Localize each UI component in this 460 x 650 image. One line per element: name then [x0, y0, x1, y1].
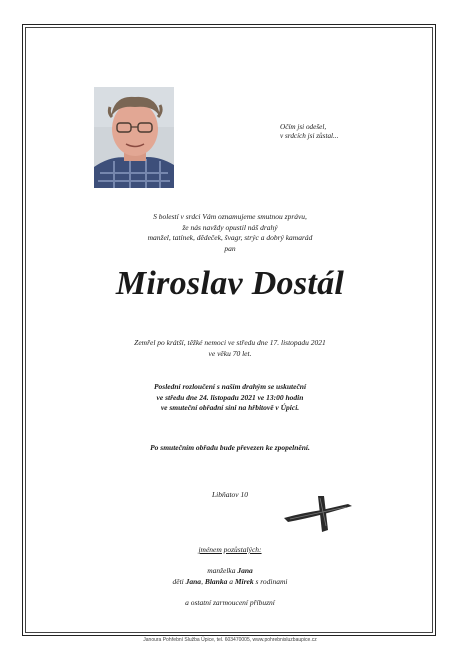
wife-prefix: manželka [207, 566, 238, 575]
family-list [60, 565, 400, 587]
announcement-line-3: manžel, tatínek, dědeček, švagr, strýc a dobrý kamarád [147, 233, 313, 242]
death-line-2: ve věku 70 let. [208, 348, 252, 358]
family-wife-line [60, 565, 400, 576]
cross-icon [282, 492, 354, 534]
announcement-text [60, 212, 400, 254]
child-name: Blanka [204, 577, 228, 586]
wife-name: Jana [237, 566, 253, 575]
child-name: Mirek [234, 577, 254, 586]
announcement-line-4: pan [224, 243, 236, 253]
motto-line-2: v srdcích jsi zůstal... [280, 132, 339, 140]
motto-line-1: Očím jsi odešel, [280, 123, 327, 131]
children-separator: a [227, 577, 235, 586]
address: Libňatov 10 [211, 490, 249, 499]
family-children-line [60, 576, 400, 587]
death-text [60, 338, 400, 359]
announcement-line-1: S bolestí v srdci Vám oznamujeme smutnou zprávu, [153, 212, 307, 221]
farewell-line-2: ve středu dne 24. listopadu 2021 ve 13:00 hodin [156, 392, 304, 402]
children-separator: , [201, 577, 205, 586]
child-name: Jana [185, 577, 202, 586]
portrait-photo [94, 87, 174, 188]
deceased-name: Miroslav Dostál [115, 265, 345, 302]
children-prefix: děti [172, 577, 186, 586]
death-line-1: Zemřel po krátší, těžké nemoci ve středu dne 17. listopadu 2021 [134, 338, 326, 347]
funeral-service-footer: Janoura Pohřební Služba Úpice, tel. 603470005, www.pohrebnisluzbaupice.cz [143, 637, 317, 643]
motto-verse [280, 123, 380, 141]
inner-border [25, 27, 433, 633]
farewell-text [60, 382, 400, 414]
farewell-line-3: ve smuteční obřadní síni na hřbitově v Úpici. [160, 403, 300, 412]
announcement-line-2: že nás navždy opustil náš drahý [182, 222, 278, 232]
cremation-note: Po smutečním obřadu bude převezen ke zpopelnění. [150, 443, 310, 452]
on-behalf-label: jménem pozůstalých: [198, 545, 262, 554]
farewell-line-1: Poslední rozloučení s naším drahým se uskuteční [153, 382, 307, 391]
other-relatives: a ostatní zarmoucení příbuzní [185, 598, 275, 607]
children-suffix: s rodinami [253, 577, 288, 586]
